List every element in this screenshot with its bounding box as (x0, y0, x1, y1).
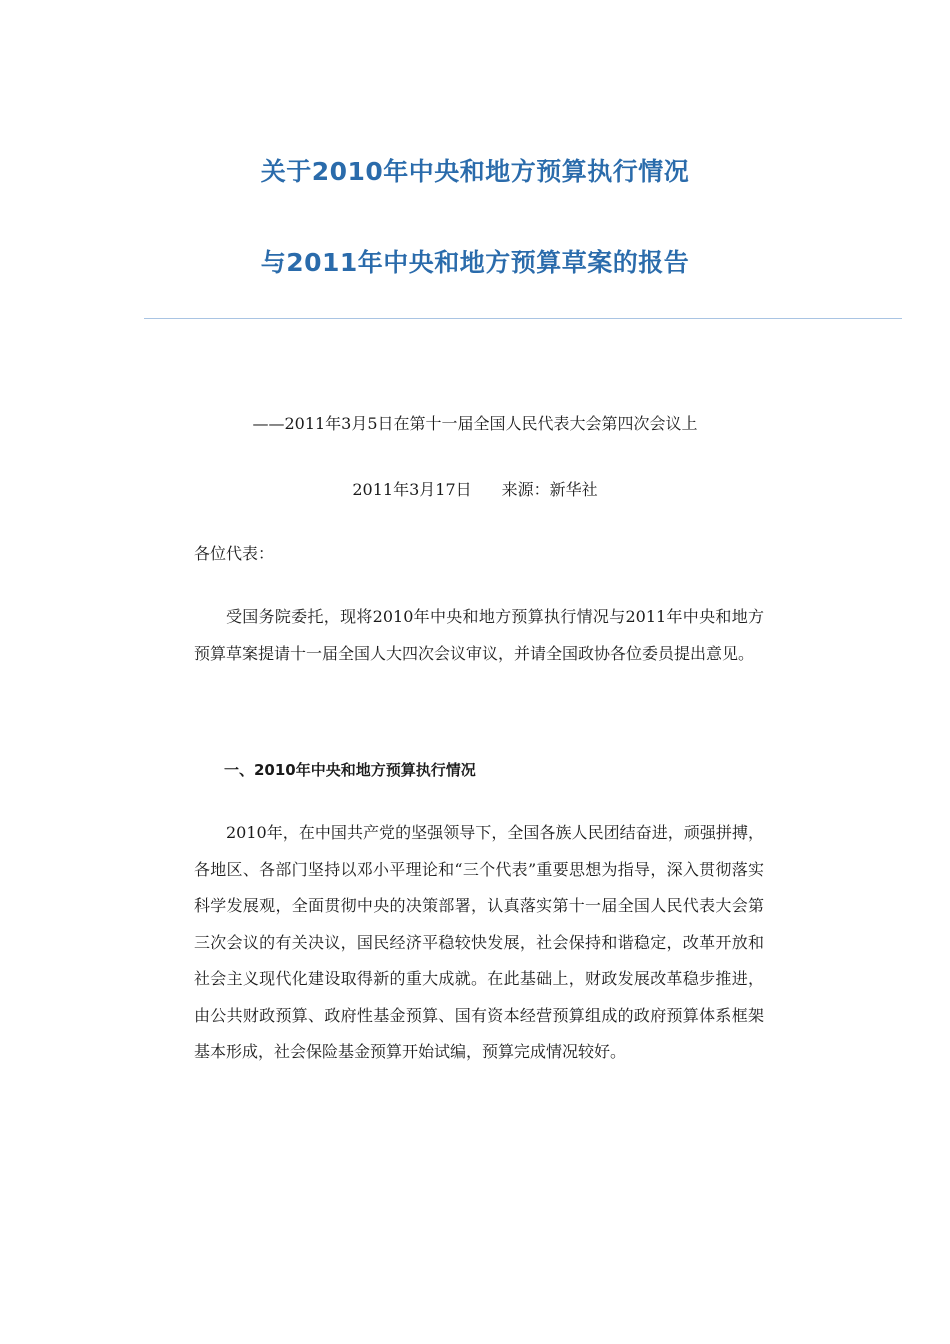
title-divider (144, 318, 902, 319)
dateline (0, 478, 950, 502)
paragraph-1: 受国务院委托，现将2010年中央和地方预算执行情况与2011年中央和地方预算草案提请十一届全国人大四次会议审议，并请全国政协各位委员提出意见。 (194, 607, 764, 663)
source-label: 来源：新华社 (501, 480, 598, 499)
salutation: 各位代表： (194, 544, 275, 563)
publish-date: 2011年3月17日 (352, 480, 472, 499)
paragraph-2: 2010年，在中国共产党的坚强领导下，全国各族人民团结奋进，顽强拼搏，各地区、各部门坚持以邓小平理论和“三个代表”重要思想为指导，深入贯彻落实科学发展观，全面贯彻中央的决策部署，认真落实第十一届全国人民代表大会第三次会议的有关决议，国民经济平稳较快发展，社会保持和谐稳定，改革开放和社会主义现代化建设取得新的重大成就。在此基础上，财政发展改革稳步推进，由公共财政预算、政府性基金预算、国有资本经营预算组成的政府预算体系框架基本形成，社会保险基金预算开始试编，预算完成情况较好。 (194, 823, 764, 1061)
section-heading: 一、2010年中央和地方预算执行情况 (224, 761, 476, 779)
title-line-1: 关于2010年中央和地方预算执行情况 (260, 157, 690, 186)
title-line-2: 与2011年中央和地方预算草案的报告 (260, 248, 690, 277)
subtitle: ——2011年3月5日在第十一届全国人民代表大会第四次会议上 (252, 414, 698, 433)
